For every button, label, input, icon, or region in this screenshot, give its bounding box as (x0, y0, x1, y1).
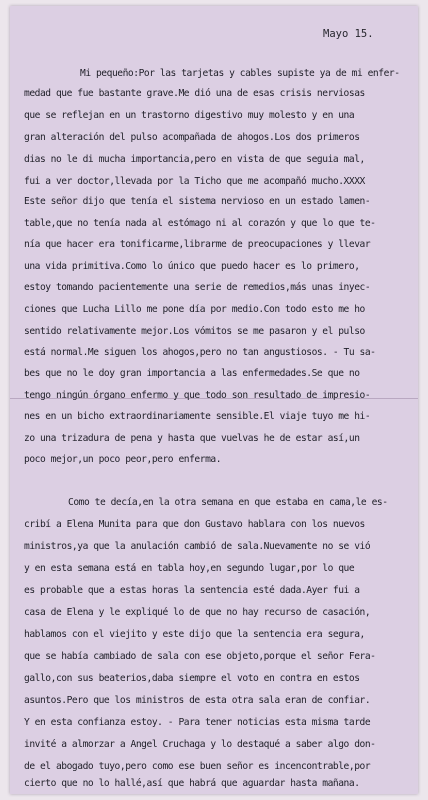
text-line: Como te decía,en la otra semana en que estaba en cama,le es- (68, 497, 388, 508)
text-line: casa de Elena y le expliqué lo de que no hay recurso de casación, (24, 607, 371, 618)
text-line: bes que no le doy gran importancia a las enfermedades.Se que no (24, 368, 360, 379)
text-line: ciones que Lucha Lillo me pone día por medio.Con todo esto me ho (24, 304, 365, 315)
letter-page (10, 6, 418, 794)
text-line: nía que hacer era tonificarme,librarme de preocupaciones y llevar (24, 239, 371, 250)
text-line: zo una trizadura de pena y hasta que vuelvas he de estar así,un (24, 433, 360, 444)
text-line: es probable que a estas horas la sentencia esté dada.Ayer fui a (24, 585, 360, 596)
letter-date: Mayo 15. (323, 28, 374, 40)
text-line: table,que no tenía nada al estómago ni al corazón y que lo que te- (24, 218, 376, 229)
text-line: poco mejor,un poco peor,pero enferma. (24, 454, 222, 465)
text-line: tengo ningún órgano enfermo y que todo son resultado de impresio- (24, 390, 371, 401)
text-line: y en esta semana está en tabla hoy,en segundo lugar,por lo que (24, 563, 355, 574)
text-line: cribí a Elena Munita para que don Gustavo hablara con los nuevos (24, 519, 365, 530)
text-line: estoy tomando pacientemente una serie de remedios,más unas inyec- (24, 282, 371, 293)
text-line: medad que fue bastante grave.Me dió una de esas crisis nerviosas (24, 88, 365, 99)
text-line: ministros,ya que la anulación cambió de sala.Nuevamente no se vió (24, 541, 371, 552)
text-line: gran alteración del pulso acompañada de ahogos.Los dos primeros (24, 132, 360, 143)
text-line: una vida primitiva.Como lo único que puedo hacer es lo primero, (24, 261, 360, 272)
text-line: dias no le di mucha importancia,pero en vista de que seguia mal, (24, 154, 365, 165)
text-line: asuntos.Pero que los ministros de esta otra sala eran de confiar. (24, 695, 371, 706)
text-line: hablamos con el viejito y este dijo que la sentencia era segura, (24, 629, 365, 640)
text-line: gallo,con sus beaterios,daba siempre el voto en contra en estos (24, 673, 360, 684)
text-line: sentido relativamente mejor.Los vómitos se me pasaron y el pulso (24, 326, 365, 337)
text-line: está normal.Me siguen los ahogos,pero no tan angustiosos. - Tu sa- (24, 347, 376, 358)
text-line: nes en un bicho extraordinariamente sensible.El viaje tuyo me hi- (24, 411, 371, 422)
text-line: que se había cambiado de sala con ese objeto,porque el señor Fera- (24, 651, 376, 662)
text-line: Mi pequeño:Por las tarjetas y cables supiste ya de mi enfer- (80, 68, 400, 79)
text-line: cierto que no lo hallé,así que habrá que aguardar hasta mañana. (24, 778, 360, 789)
text-line: Este señor dijo que tenía el sistema nervioso en un estado lamen- (24, 196, 371, 207)
text-line: de el abogado tuyo,pero como ese buen señor es incencontrable,por (24, 761, 371, 772)
text-line: que se reflejan en un trastorno digestivo muy molesto y en una (24, 110, 355, 121)
text-line: fui a ver doctor,llevada por la Ticho que me acompañó mucho.XXXX (24, 176, 365, 187)
text-line: Y en esta confianza estoy. - Para tener noticias esta misma tarde (24, 717, 371, 728)
text-line: invité a almorzar a Angel Cruchaga y lo destaqué a saber algo don- (24, 739, 376, 750)
